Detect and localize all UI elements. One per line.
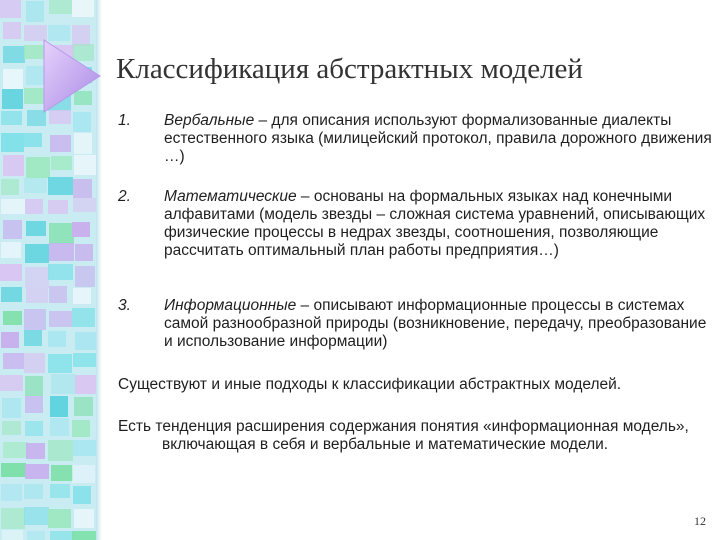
mosaic-tile bbox=[26, 221, 46, 236]
mosaic-tile bbox=[72, 465, 95, 483]
mosaic-tile bbox=[51, 465, 73, 481]
mosaic-tile bbox=[48, 264, 73, 280]
mosaic-tile bbox=[73, 288, 91, 304]
mosaic-tile bbox=[24, 178, 47, 193]
list-item-term: Информационные bbox=[164, 297, 297, 314]
mosaic-tile bbox=[73, 440, 96, 456]
mosaic-tile bbox=[48, 509, 71, 528]
mosaic-tile bbox=[49, 311, 72, 327]
mosaic-tile bbox=[73, 353, 96, 367]
mosaic-tile bbox=[3, 442, 28, 458]
mosaic-tile bbox=[1, 111, 22, 125]
mosaic-tile bbox=[24, 330, 42, 346]
paragraph-trend: Есть тенденция расширения содержания понятия «информационная модель», включающая в себя и вербальные и математические модели. bbox=[118, 418, 689, 453]
list-item-body bbox=[164, 188, 712, 260]
mosaic-tile bbox=[24, 353, 45, 373]
mosaic-tile bbox=[0, 375, 23, 391]
mosaic-tile bbox=[50, 484, 70, 498]
mosaic-tile bbox=[25, 244, 49, 263]
mosaic-tile bbox=[3, 22, 21, 39]
mosaic-tile bbox=[26, 1, 44, 22]
mosaic-tile bbox=[48, 440, 73, 461]
mosaic-tile bbox=[25, 267, 49, 288]
mosaic-tile bbox=[72, 420, 90, 437]
list-item-text: – основаны на формальных языках над конечными алфавитами (модель звезды – сложная система уравнений, описывающих физические процессы в недрах звезды, соотношения, позволяющие рассчитать оптимальный план работы предприятия…) bbox=[164, 188, 706, 259]
mosaic-tile bbox=[2, 398, 21, 418]
mosaic-tile bbox=[1, 242, 21, 258]
mosaic-tile bbox=[25, 421, 43, 436]
mosaic-tile bbox=[50, 531, 74, 540]
mosaic-tile bbox=[24, 484, 43, 499]
mosaic-tile bbox=[1, 508, 25, 529]
list-item-text: – описывают информационные процессы в системах самой разнообразной природы (возникновение, передачу, преобразование и использование информации) bbox=[164, 297, 707, 350]
list-item-term: Вербальные bbox=[164, 112, 255, 129]
mosaic-tile bbox=[25, 376, 43, 396]
mosaic-tile bbox=[73, 486, 91, 504]
mosaic-tile bbox=[51, 374, 76, 394]
mosaic-tile bbox=[49, 0, 72, 14]
mosaic-tile bbox=[2, 530, 23, 540]
mosaic-tile bbox=[0, 0, 21, 18]
mosaic-tile bbox=[72, 308, 95, 327]
mosaic-tile bbox=[72, 531, 96, 540]
mosaic-tile bbox=[2, 89, 23, 109]
mosaic-tile bbox=[48, 177, 73, 195]
list-item-number: 2. bbox=[118, 188, 131, 205]
list-item-body bbox=[164, 297, 712, 351]
mosaic-tile bbox=[73, 198, 96, 212]
mosaic-tile bbox=[74, 155, 96, 175]
mosaic-tile bbox=[25, 199, 43, 214]
list-item-body bbox=[164, 112, 712, 166]
mosaic-tile bbox=[24, 133, 42, 147]
mosaic-tile bbox=[49, 243, 74, 261]
mosaic-tile bbox=[75, 244, 93, 261]
mosaic-tile bbox=[25, 396, 43, 413]
list-item-number: 1. bbox=[118, 112, 131, 129]
mosaic-tile bbox=[1, 133, 24, 152]
mosaic-tile bbox=[3, 155, 24, 176]
mosaic-tile bbox=[72, 222, 90, 237]
mosaic-tile bbox=[26, 157, 50, 178]
mosaic-tile bbox=[1, 463, 26, 477]
list-item-text: – для описания используют формализованные диалекты естественного языка (милицейский протокол, правила дорожного движения …) bbox=[164, 112, 712, 165]
mosaic-tile bbox=[1, 199, 25, 214]
mosaic-tile bbox=[1, 179, 19, 195]
mosaic-tile bbox=[75, 332, 96, 350]
mosaic-tile bbox=[74, 397, 93, 416]
mosaic-tile bbox=[24, 507, 49, 525]
mosaic-tile bbox=[3, 311, 22, 325]
mosaic-tile bbox=[48, 331, 66, 347]
mosaic-tile bbox=[50, 135, 71, 152]
mosaic-tile bbox=[74, 509, 94, 528]
mosaic-tile bbox=[26, 288, 48, 303]
mosaic-tile bbox=[24, 309, 46, 330]
mosaic-tile bbox=[3, 353, 24, 369]
mosaic-tile bbox=[49, 286, 67, 303]
mosaic-tile bbox=[26, 443, 45, 459]
mosaic-tile bbox=[1, 287, 22, 302]
mosaic-tile bbox=[74, 133, 92, 154]
mosaic-tile bbox=[51, 156, 72, 170]
mosaic-tile bbox=[75, 266, 95, 287]
list-item-number: 3. bbox=[118, 297, 131, 314]
mosaic-tile bbox=[73, 179, 92, 198]
mosaic-tile bbox=[3, 220, 22, 239]
page-number: 12 bbox=[694, 514, 706, 528]
mosaic-tile bbox=[50, 418, 69, 436]
mosaic-tile bbox=[2, 421, 21, 435]
mosaic-tile bbox=[1, 332, 19, 348]
mosaic-tile bbox=[48, 354, 72, 373]
mosaic-tile bbox=[1, 484, 22, 501]
mosaic-tile bbox=[48, 200, 68, 214]
list-item-term: Математические bbox=[164, 188, 297, 205]
mosaic-tile bbox=[0, 264, 22, 281]
mosaic-tile bbox=[27, 531, 45, 540]
mosaic-tile bbox=[25, 464, 49, 479]
paragraph-other-approaches: Существуют и иные подходы к классификации абстрактных моделей. bbox=[118, 376, 622, 393]
triangle-arrow-icon bbox=[40, 36, 104, 116]
mosaic-tile bbox=[50, 396, 68, 417]
mosaic-tile bbox=[3, 69, 23, 89]
mosaic-tile bbox=[49, 223, 74, 244]
mosaic-tile bbox=[75, 375, 96, 394]
mosaic-tile bbox=[72, 0, 94, 17]
mosaic-tile bbox=[3, 46, 25, 63]
slide-title: Классификация абстрактных моделей bbox=[116, 53, 583, 85]
